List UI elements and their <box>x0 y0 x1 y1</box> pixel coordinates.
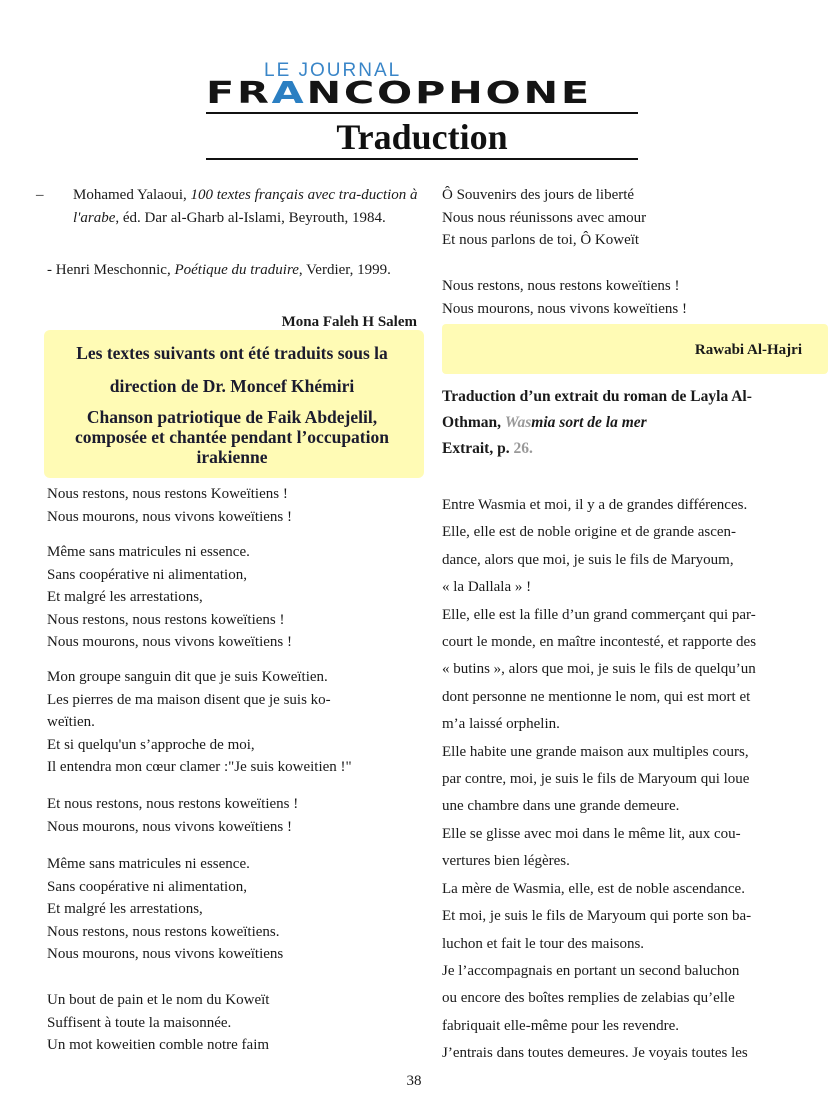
stanza-5: Même sans matricules ni essence. Sans coopérative ni alimentation, Et malgré les arrestations, Nous restons, nous restons koweïtiens. Nous mourons, nous vivons koweïtiens <box>47 856 284 962</box>
reference-yalaoui: – Mohamed Yalaoui, 100 textes français avec tra-duction à l'arabe, éd. Dar al-Gharb al-Islami, Beyrouth, 1984. <box>36 187 418 226</box>
journal-logo <box>206 58 638 110</box>
stanza-3: Mon groupe sanguin dit que je suis Koweïtien. Les pierres de ma maison disent que je suis ko- weïtien. Et si quelqu'un s’approche de moi, Il entendra mon cœur clamer :"Je suis koweitien !" <box>47 669 352 775</box>
song-title: Chanson patriotique de Faik Abdejelil, composée et chantée pendant l’occupation irakienne <box>74 407 389 467</box>
author-signature: Mona Faleh H Salem <box>281 314 417 330</box>
stanza-right-1: Ô Souvenirs des jours de liberté Nous nous réunissons avec amour Et nous parlons de toi, Ô Koweït <box>442 187 647 248</box>
stanza-4: Et nous restons, nous restons koweïtiens ! Nous mourons, nous vivons koweïtiens ! <box>47 796 299 835</box>
translation-heading: Traduction d’un extrait du roman de Layla Al- Othman, Wasmia sort de la mer Extrait, p. 26. <box>442 388 752 457</box>
stanza-6: Un bout de pain et le nom du Koweït Suffisent à toute la maisonnée. Un mot koweitien comble notre faim <box>47 992 270 1053</box>
stanza-1: Nous restons, nous restons Koweïtiens ! Nous mourons, nous vivons koweïtiens ! <box>47 486 292 525</box>
header-rule-bottom <box>206 158 638 160</box>
author-signature: Rawabi Al-Hajri <box>694 342 802 358</box>
intro-heading: Les textes suivants ont été traduits sous la direction de Dr. Moncef Khémiri <box>76 343 388 396</box>
reference-meschonnic: - Henri Meschonnic, Poétique du traduire, Verdier, 1999. <box>47 262 391 278</box>
section-title: Traduction <box>336 117 508 157</box>
page-number: 38 <box>406 1073 422 1089</box>
header-rule-top <box>206 112 638 114</box>
stanza-right-2: Nous restons, nous restons koweïtiens ! Nous mourons, nous vivons koweïtiens ! <box>442 278 687 317</box>
novel-extract: Entre Wasmia et moi, il y a de grandes différences. Elle, elle est de noble origine et de grande ascen- dance, alors que moi, je suis le fils de Maryoum, « la Dallala » ! Elle, elle est la fille d’un grand commerçant qui par- court le monde, en maître incontesté, et rapporte des « butins », alors que moi, je suis le fils de quelqu’un dont personne ne mentionne le nom, qui est mort et m’a laissé orphelin. Elle habite une grande maison aux multiples cours, par contre, moi, je suis le fils de Maryoum qui loue une chambre dans une grande demeure. Elle se glisse avec moi dans le même lit, aux cou- vertures bien légères. La mère de Wasmia, elle, est de noble ascendance. Et moi, je suis le fils de Maryoum qui porte son ba- luchon et fait le tour des maisons. Je l’accompagnais en portant un second baluchon ou encore des boîtes remplies de zelabias qu’elle fabriquait elle-même pour les revendre. J’entrais dans toutes demeures. Je voyais toutes les <box>442 497 757 1062</box>
stanza-2: Même sans matricules ni essence. Sans coopérative ni alimentation, Et malgré les arrestations, Nous restons, nous restons koweïtiens ! Nous mourons, nous vivons koweïtiens ! <box>47 544 292 650</box>
logo-subtitle: LE JOURNAL <box>264 60 402 81</box>
logo-wordmark: FRANCOPHONE <box>206 76 592 111</box>
